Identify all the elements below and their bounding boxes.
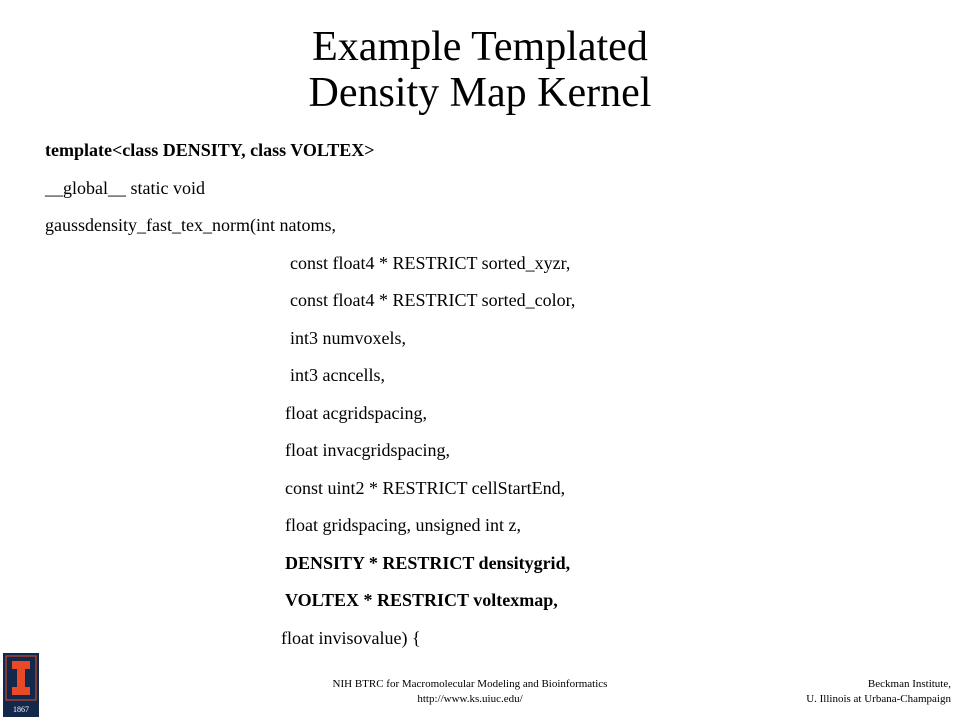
code-line: float gridspacing, unsigned int z, bbox=[285, 515, 521, 535]
code-line: float acgridspacing, bbox=[285, 402, 427, 423]
footer-right-line-1: Beckman Institute, bbox=[867, 678, 951, 690]
code-line: DENSITY * RESTRICT densitygrid, bbox=[285, 552, 571, 573]
code-line: const float4 * RESTRICT sorted_xyzr, bbox=[290, 252, 571, 273]
university-logo bbox=[3, 653, 39, 717]
code-line: const float4 * RESTRICT sorted_color, bbox=[290, 290, 576, 310]
code-line: VOLTEX * RESTRICT voltexmap, bbox=[285, 590, 558, 610]
logo-year: 1867 bbox=[13, 705, 29, 714]
title-line-1: Example Templated bbox=[312, 24, 648, 70]
code-line: gaussdensity_fast_tex_norm(int natoms, bbox=[45, 215, 336, 235]
code-line: int3 acncells, bbox=[290, 365, 385, 385]
footer-center bbox=[300, 677, 640, 707]
title-line-2: Density Map Kernel bbox=[308, 70, 652, 116]
footer-center-line-1: NIH BTRC for Macromolecular Modeling and Bioinformatics bbox=[332, 678, 608, 690]
code-line: float invisovalue) { bbox=[281, 627, 421, 648]
footer-right-line-2: U. Illinois at Urbana-Champaign bbox=[806, 693, 951, 705]
code-line: const uint2 * RESTRICT cellStartEnd, bbox=[285, 477, 566, 498]
code-line: float invacgridspacing, bbox=[285, 440, 450, 460]
code-line: int3 numvoxels, bbox=[290, 327, 406, 348]
footer-center-url[interactable]: http://www.ks.uiuc.edu/ bbox=[417, 693, 523, 705]
footer-right bbox=[740, 677, 951, 707]
code-line: __global__ static void bbox=[45, 177, 205, 198]
code-line: template<class DENSITY, class VOLTEX> bbox=[45, 140, 375, 160]
